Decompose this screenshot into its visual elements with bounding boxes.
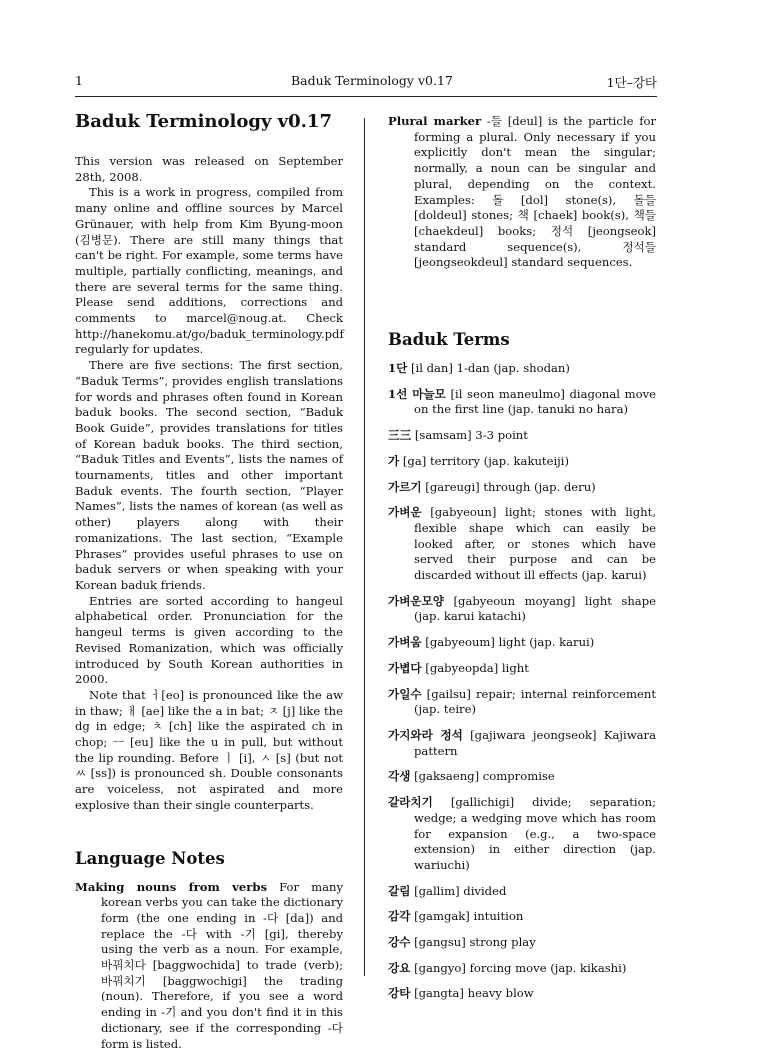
term-definition: [ga] territory (jap. kakuteiji) — [402, 453, 569, 468]
term-headword: 가벼움 — [388, 635, 422, 650]
term-entry — [388, 454, 656, 470]
term-headword: 갈림 — [388, 883, 411, 898]
term-headword: 강요 — [388, 960, 411, 975]
term-entry — [388, 728, 656, 759]
plural-note — [388, 114, 656, 271]
term-list — [388, 361, 656, 1002]
term-definition: [gabyeoum] light (jap. karui) — [425, 635, 595, 650]
language-note — [75, 880, 343, 1053]
note-term: Making nouns from verbs — [75, 879, 268, 894]
term-entry — [388, 387, 656, 418]
term-entry — [388, 505, 656, 584]
left-column — [75, 110, 343, 1062]
column-divider — [364, 118, 365, 976]
term-headword: 각생 — [388, 769, 411, 784]
term-headword: 가벼운모양 — [388, 593, 444, 608]
term-headword: 강타 — [388, 986, 411, 1001]
term-entry — [388, 594, 656, 625]
term-definition: [gangsu] strong play — [414, 935, 536, 950]
term-definition: [gailsu] repair; internal reinforcement (jap. teire) — [414, 686, 656, 717]
term-entry — [388, 769, 656, 785]
term-entry — [388, 661, 656, 677]
term-headword: 감각 — [388, 909, 411, 924]
term-headword: 1선 마늘모 — [388, 386, 446, 401]
term-entry — [388, 428, 656, 444]
baduk-terms-heading: Baduk Terms — [388, 330, 510, 350]
intro-paragraph-4: Entries are sorted according to hangeul alphabetical order. Pronunciation for the hangeul terms is given according to the Revised Romanization, which was officially introduced by South Korean authorities in 2000. — [75, 593, 343, 687]
term-headword: 가볍다 — [388, 660, 422, 675]
term-headword: 갈라치기 — [388, 795, 433, 810]
plural-term: Plural marker — [388, 114, 482, 128]
term-entry — [388, 795, 656, 874]
term-definition: [il dan] 1-dan (jap. shodan) — [410, 361, 570, 376]
language-notes-heading: Language Notes — [75, 848, 225, 868]
term-headword: 가지와라 정석 — [388, 727, 463, 742]
term-definition: [il seon maneulmo] diagonal move on the first line (jap. tanuki no hara) — [414, 386, 657, 417]
term-definition: [gabyeoun moyang] light shape (jap. karui katachi) — [414, 593, 656, 624]
term-entry — [388, 480, 656, 496]
term-headword: 三三 — [388, 428, 412, 443]
term-headword: 가 — [388, 453, 400, 468]
term-definition: [gangyo] forcing move (jap. kikashi) — [414, 960, 627, 975]
term-definition: [gareugi] through (jap. deru) — [425, 479, 596, 494]
intro-paragraph-5: Note that ㅓ[eo] is pronounced like the aw in thaw; ㅐ [ae] like the a in bat; ㅈ [j] like the dg in edge; ㅊ [ch] like the aspirated ch in chop; ㅡ [eu] like the u in pull, but without the lip rounding. Before ㅣ [i], ㅅ [s] (but not ㅆ [ss]) is pronounced sh. Double consonants are voiceless, not aspirated and more explosive than their single counterparts. — [75, 687, 343, 812]
term-entry — [388, 909, 656, 925]
term-headword: 가르기 — [388, 479, 422, 494]
right-column — [388, 114, 656, 1012]
term-headword: 1단 — [388, 361, 408, 376]
term-entry — [388, 884, 656, 900]
plural-text: -들 [deul] is the particle for forming a plural. Only necessary if you explicitly don't mean the singular; normally, a noun can be singular and plural, depending on the context. Examples: 돌 [dol] stone(s), 돌들 [doldeul] stones; 책 [chaek] book(s), 책들 [chaekdeul] books; 정석 [jeongseok] standard sequence(s), 정석들 [jeongseokdeul] standard sequences. — [414, 114, 657, 270]
term-definition: [gabyeopda] light — [425, 660, 529, 675]
term-definition: [gabyeoun] light; stones with light, flexible shape which can easily be looked after, or stones which have served their purpose and can be discarded without ill effects (jap. karui) — [414, 505, 656, 583]
term-definition: [gangta] heavy blow — [414, 986, 534, 1001]
term-headword: 가벼운 — [388, 505, 422, 520]
page-number: 1 — [75, 73, 83, 88]
intro-paragraph-1: This version was released on September 28th, 2008. — [75, 154, 343, 184]
term-entry — [388, 635, 656, 651]
term-definition: [gamgak] intuition — [414, 909, 524, 924]
term-entry — [388, 687, 656, 718]
term-headword: 강수 — [388, 935, 411, 950]
term-definition: [gallim] divided — [414, 883, 507, 898]
header-rule — [75, 96, 657, 97]
term-definition: [gallichigi] divide; separation; wedge; a wedging move which has room for expansion (e.g., a two-space extension) in either direction (jap. wariuchi) — [414, 795, 656, 872]
running-title: Baduk Terminology v0.17 — [291, 73, 453, 88]
term-definition: [gajiwara jeongseok] Kajiwara pattern — [414, 727, 657, 758]
term-entry — [388, 986, 656, 1002]
term-entry — [388, 361, 656, 377]
note-text: For many korean verbs you can take the dictionary form (the one ending in -다 [da]) and replace the -다 with -기 [gi], thereby using the verb as a noun. For example, 바꿔치다 [baggwochida] to trade (verb); 바꿔치기 [baggwochigi] the trading (noun). Therefore, if you see a word ending in -기 and you don't find it in this dictionary, see if the corresponding -다 form is listed. — [101, 879, 343, 1051]
running-header — [75, 73, 657, 91]
term-entry — [388, 935, 656, 951]
term-definition: [gaksaeng] compromise — [414, 769, 555, 784]
document-title: Baduk Terminology v0.17 — [75, 111, 332, 132]
term-entry — [388, 961, 656, 977]
intro-paragraph-2: This is a work in progress, compiled from many online and offline sources by Marcel Grünauer, with help from Kim Byung-moon (김병문). There are still many things that can't be right. For example, some terms have multiple, partially conflicting, meanings, and there are several terms for the same thing. Please send additions, corrections and comments to marcel@noug.at. Check http://hanekomu.at/go/baduk_terminology.pdf regularly for updates. — [75, 185, 344, 357]
term-definition: [samsam] 3-3 point — [414, 428, 528, 443]
term-headword: 가일수 — [388, 686, 422, 701]
intro-paragraph-3: There are five sections: The first section, “Baduk Terms”, provides english translations for words and phrases often found in Korean baduk books. The second section, “Baduk Book Guide”, provides translations for titles of Korean baduk books. The third section, “Baduk Titles and Events”, lists the names of tournaments, titles and other important Baduk events. The fourth section, “Player Names”, lists the names of korean (as well as other) players along with their romanizations. The last section, “Example Phrases” provides useful phrases to use on baduk servers or when speaking with your Korean baduk friends. — [75, 358, 343, 592]
page-range: 1단–강타 — [606, 75, 657, 90]
